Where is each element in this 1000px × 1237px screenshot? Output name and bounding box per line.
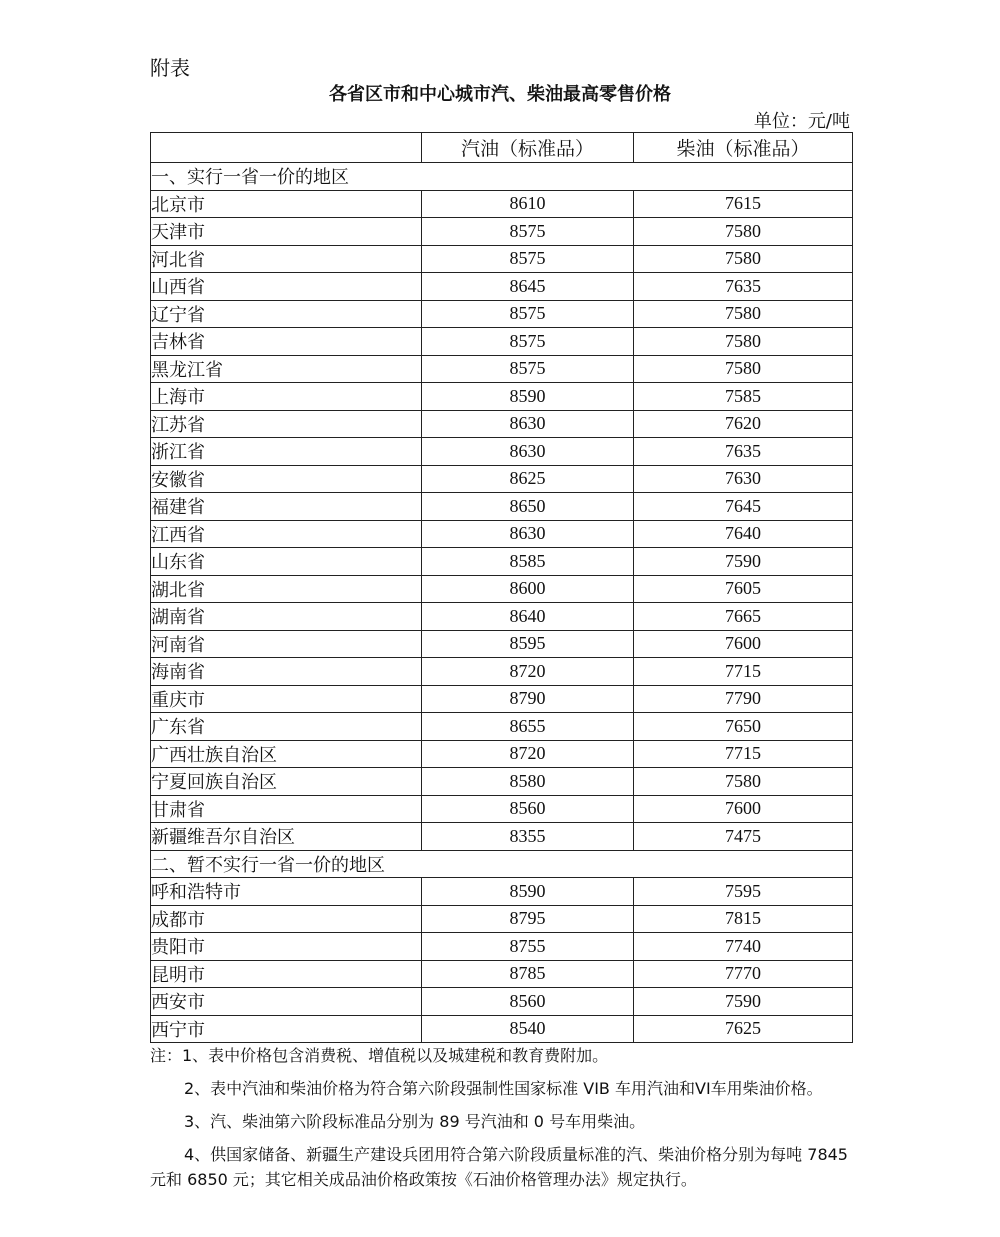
table-row <box>151 410 853 438</box>
gasoline-price-cell: 8575 <box>422 218 634 246</box>
region-name-cell: 广东省 <box>151 713 422 741</box>
diesel-price-cell: 7580 <box>634 355 853 383</box>
diesel-price-cell: 7635 <box>634 438 853 466</box>
table-row <box>151 795 853 823</box>
table-row <box>151 658 853 686</box>
table-row <box>151 768 853 796</box>
region-name-cell: 湖南省 <box>151 603 422 631</box>
diesel-price-cell: 7595 <box>634 878 853 906</box>
diesel-price-cell: 7600 <box>634 630 853 658</box>
gasoline-price-cell: 8575 <box>422 300 634 328</box>
diesel-price-cell: 7625 <box>634 1015 853 1043</box>
diesel-price-cell: 7580 <box>634 245 853 273</box>
diesel-price-cell: 7630 <box>634 465 853 493</box>
table-body <box>151 163 853 1043</box>
table-row <box>151 245 853 273</box>
region-name-cell: 湖北省 <box>151 575 422 603</box>
note-4: 4、供国家储备、新疆生产建设兵团用符合第六阶段质量标准的汽、柴油价格分别为每吨 7845 元和 6850 元；其它相关成品油价格政策按《石油价格管理办法》规定执行。 <box>150 1145 848 1189</box>
region-name-cell: 西宁市 <box>151 1015 422 1043</box>
gasoline-price-cell: 8600 <box>422 575 634 603</box>
notes <box>150 1043 855 1200</box>
table-row <box>151 383 853 411</box>
gasoline-price-cell: 8650 <box>422 493 634 521</box>
gasoline-price-cell: 8755 <box>422 933 634 961</box>
diesel-price-cell: 7790 <box>634 685 853 713</box>
diesel-price-cell: 7580 <box>634 300 853 328</box>
note-2: 2、表中汽油和柴油价格为符合第六阶段强制性国家标准 VIB 车用汽油和VI车用柴油价格。 <box>184 1079 823 1098</box>
table-row <box>151 355 853 383</box>
diesel-price-cell: 7645 <box>634 493 853 521</box>
diesel-price-cell: 7815 <box>634 905 853 933</box>
table-row <box>151 493 853 521</box>
gasoline-price-cell: 8655 <box>422 713 634 741</box>
table-row <box>151 905 853 933</box>
diesel-price-cell: 7590 <box>634 548 853 576</box>
diesel-price-cell: 7715 <box>634 740 853 768</box>
table-row <box>151 575 853 603</box>
gasoline-price-cell: 8580 <box>422 768 634 796</box>
section-title: 二、暂不实行一省一价的地区 <box>151 850 853 878</box>
region-name-cell: 江西省 <box>151 520 422 548</box>
table-row <box>151 685 853 713</box>
gasoline-price-cell: 8560 <box>422 795 634 823</box>
gasoline-price-cell: 8355 <box>422 823 634 851</box>
diesel-price-cell: 7580 <box>634 328 853 356</box>
table-row <box>151 273 853 301</box>
region-name-cell: 昆明市 <box>151 960 422 988</box>
region-name-cell: 江苏省 <box>151 410 422 438</box>
diesel-price-cell: 7475 <box>634 823 853 851</box>
gasoline-price-cell: 8645 <box>422 273 634 301</box>
region-name-cell: 甘肃省 <box>151 795 422 823</box>
diesel-price-cell: 7620 <box>634 410 853 438</box>
gasoline-price-cell: 8585 <box>422 548 634 576</box>
table-row <box>151 300 853 328</box>
price-table <box>150 132 853 1043</box>
gasoline-price-cell: 8610 <box>422 190 634 218</box>
region-name-cell: 河北省 <box>151 245 422 273</box>
section-row <box>151 850 853 878</box>
gasoline-price-cell: 8720 <box>422 658 634 686</box>
diesel-price-cell: 7635 <box>634 273 853 301</box>
gasoline-price-cell: 8630 <box>422 520 634 548</box>
gasoline-price-cell: 8595 <box>422 630 634 658</box>
note-3: 3、汽、柴油第六阶段标准品分别为 89 号汽油和 0 号车用柴油。 <box>184 1112 646 1131</box>
table-row <box>151 960 853 988</box>
header-gasoline: 汽油（标准品） <box>422 133 634 163</box>
diesel-price-cell: 7640 <box>634 520 853 548</box>
region-name-cell: 成都市 <box>151 905 422 933</box>
diesel-price-cell: 7590 <box>634 988 853 1016</box>
diesel-price-cell: 7665 <box>634 603 853 631</box>
region-name-cell: 辽宁省 <box>151 300 422 328</box>
gasoline-price-cell: 8625 <box>422 465 634 493</box>
gasoline-price-cell: 8795 <box>422 905 634 933</box>
header-diesel: 柴油（标准品） <box>634 133 853 163</box>
table-row <box>151 713 853 741</box>
table-row <box>151 465 853 493</box>
gasoline-price-cell: 8590 <box>422 383 634 411</box>
unit-label: 单位：元/吨 <box>753 111 850 132</box>
diesel-price-cell: 7770 <box>634 960 853 988</box>
diesel-price-cell: 7605 <box>634 575 853 603</box>
gasoline-price-cell: 8785 <box>422 960 634 988</box>
gasoline-price-cell: 8575 <box>422 355 634 383</box>
gasoline-price-cell: 8790 <box>422 685 634 713</box>
diesel-price-cell: 7715 <box>634 658 853 686</box>
region-name-cell: 福建省 <box>151 493 422 521</box>
header-row <box>151 133 853 163</box>
region-name-cell: 重庆市 <box>151 685 422 713</box>
region-name-cell: 安徽省 <box>151 465 422 493</box>
region-name-cell: 西安市 <box>151 988 422 1016</box>
section-title: 一、实行一省一价的地区 <box>151 163 853 191</box>
table-header <box>151 133 853 163</box>
region-name-cell: 吉林省 <box>151 328 422 356</box>
gasoline-price-cell: 8575 <box>422 328 634 356</box>
table-row <box>151 548 853 576</box>
region-name-cell: 海南省 <box>151 658 422 686</box>
table-row <box>151 520 853 548</box>
table-row <box>151 878 853 906</box>
note-1: 注：1、表中价格包含消费税、增值税以及城建税和教育费附加。 <box>150 1046 609 1065</box>
region-name-cell: 北京市 <box>151 190 422 218</box>
diesel-price-cell: 7580 <box>634 218 853 246</box>
region-name-cell: 呼和浩特市 <box>151 878 422 906</box>
diesel-price-cell: 7740 <box>634 933 853 961</box>
diesel-price-cell: 7615 <box>634 190 853 218</box>
gasoline-price-cell: 8590 <box>422 878 634 906</box>
region-name-cell: 上海市 <box>151 383 422 411</box>
region-name-cell: 广西壮族自治区 <box>151 740 422 768</box>
table-row <box>151 823 853 851</box>
region-name-cell: 天津市 <box>151 218 422 246</box>
gasoline-price-cell: 8630 <box>422 438 634 466</box>
table-row <box>151 328 853 356</box>
table-row <box>151 438 853 466</box>
region-name-cell: 宁夏回族自治区 <box>151 768 422 796</box>
gasoline-price-cell: 8540 <box>422 1015 634 1043</box>
region-name-cell: 山西省 <box>151 273 422 301</box>
gasoline-price-cell: 8575 <box>422 245 634 273</box>
gasoline-price-cell: 8560 <box>422 988 634 1016</box>
gasoline-price-cell: 8630 <box>422 410 634 438</box>
table-row <box>151 603 853 631</box>
header-region <box>151 133 422 163</box>
diesel-price-cell: 7580 <box>634 768 853 796</box>
appendix-label: 附表 <box>150 56 190 80</box>
region-name-cell: 贵阳市 <box>151 933 422 961</box>
table-row <box>151 190 853 218</box>
region-name-cell: 山东省 <box>151 548 422 576</box>
table-row <box>151 218 853 246</box>
table-row <box>151 630 853 658</box>
diesel-price-cell: 7600 <box>634 795 853 823</box>
gasoline-price-cell: 8720 <box>422 740 634 768</box>
region-name-cell: 浙江省 <box>151 438 422 466</box>
region-name-cell: 新疆维吾尔自治区 <box>151 823 422 851</box>
table-row <box>151 1015 853 1043</box>
table-row <box>151 988 853 1016</box>
document-title: 各省区市和中心城市汽、柴油最高零售价格 <box>329 84 671 105</box>
gasoline-price-cell: 8640 <box>422 603 634 631</box>
table-row <box>151 933 853 961</box>
region-name-cell: 河南省 <box>151 630 422 658</box>
diesel-price-cell: 7650 <box>634 713 853 741</box>
diesel-price-cell: 7585 <box>634 383 853 411</box>
region-name-cell: 黑龙江省 <box>151 355 422 383</box>
table-row <box>151 740 853 768</box>
section-row <box>151 163 853 191</box>
